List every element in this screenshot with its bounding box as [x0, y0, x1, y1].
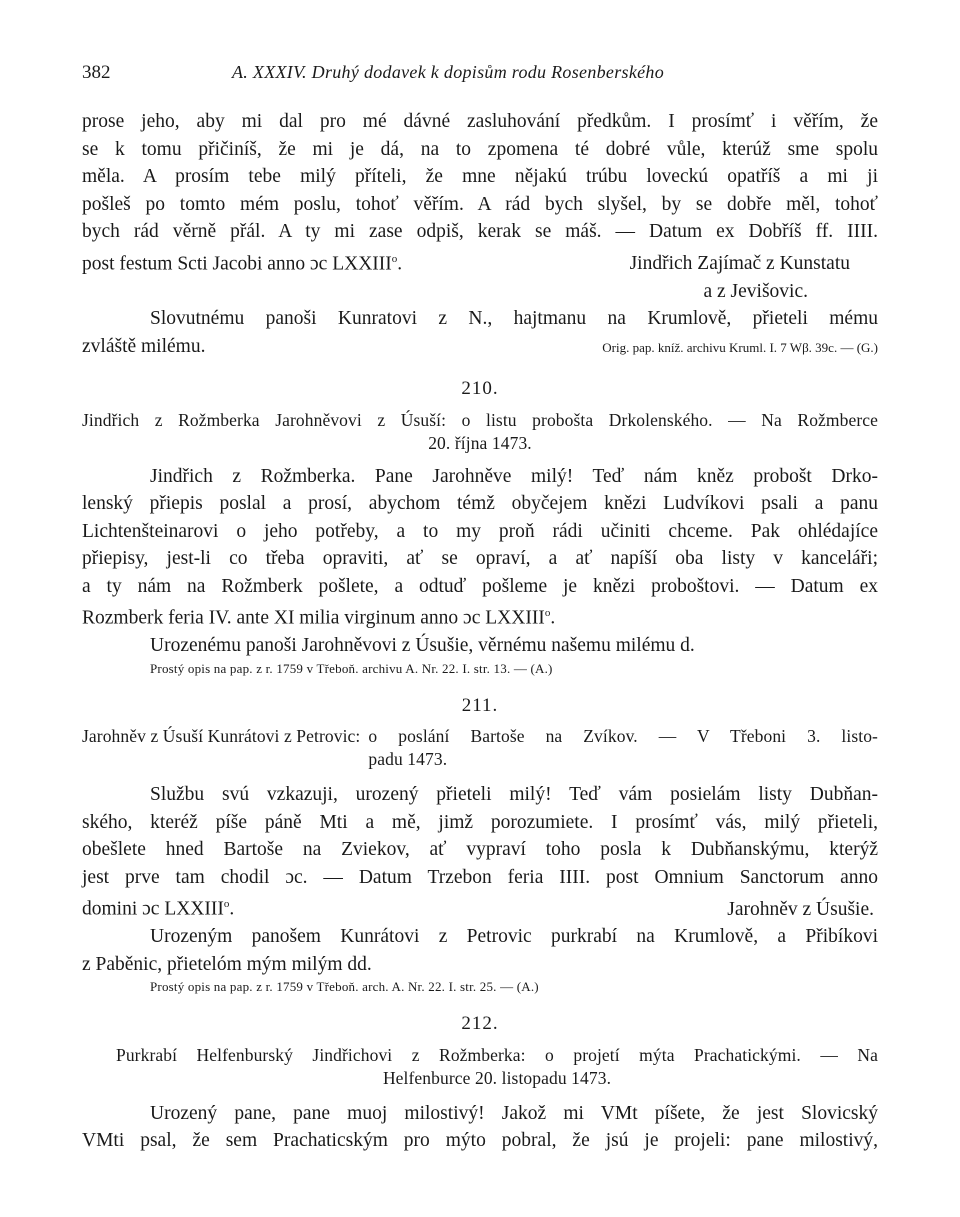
text-line: ského, kteréž píše páně Mti a mě, jimž porozumiete. I prosímť vás, milý přieteli,: [82, 811, 878, 833]
address-line: zvláště milému.: [82, 335, 206, 357]
regest-line: Helfenburce 20. listopadu 1473.: [382, 1067, 612, 1088]
dating-line: [82, 891, 878, 923]
regest-right: o poslání Bartoše na Zvíkov. — V Třeboni 3. listo- padu 1473.: [368, 726, 878, 769]
regest-left: Jarohněv z Úsuší Kunrátovi z Petrovic:: [82, 726, 361, 746]
document-number: 210.: [461, 378, 499, 399]
regest-line: Jindřich z Rožmberka Jarohněvovi z Úsuší: o listu probošta Drkolenského. — Na Rožmberce: [82, 409, 878, 430]
page-content: [82, 108, 878, 1155]
address-source-line: [82, 333, 878, 362]
text-line: Jindřich z Rožmberka. Pane Jarohněve milý! Teď nám kněz probošt Drko-: [150, 465, 878, 487]
text-line: bych rád věrně přál. A ty mi zase odpiš, kerak se máš. — Datum ex Dobříš ff. IIII.: [82, 221, 878, 242]
text-line: přiepisy, jest-li co třeba opraviti, ať se opraví, a ať napíší oba listy v kanceláři;: [82, 548, 878, 569]
regest-line: 20. října 1473.: [428, 432, 532, 453]
document-number: 212.: [461, 1013, 499, 1034]
text-line: VMti psal, že sem Prachaticským pro mýto pobral, že jsú je projeli: pane milostivý,: [82, 1130, 878, 1151]
source-note: Orig. pap. kníž. archivu Kruml. I. 7 Wβ. 39c. — (G.): [602, 339, 878, 355]
document-212: [82, 1010, 878, 1155]
dating-line: Rozmberk feria IV. ante XI milia virginum anno ɔc LXXIII$^o$.: [82, 607, 556, 629]
dating-line: [82, 246, 878, 278]
signature-continued: a z Jevišovic.: [703, 280, 808, 302]
address-line: Slovutnému panoši Kunratovi z N., hajtmanu na Krumlově, přieteli mému: [150, 308, 878, 329]
text-line: jest prve tam chodil ɔc. — Datum Trzebon feria IIII. post Omnium Sanctorum anno: [82, 866, 878, 888]
text-line: se k tomu přičiníš, že mi je dá, na to zpomena té dobré vůle, kterúž sme spolu: [82, 138, 878, 160]
regest: [82, 725, 878, 771]
document-210: [82, 375, 878, 678]
text-line: prose jeho, aby mi dal pro mé dávné zasluhování předkům. I prosímť i věřím, že: [82, 111, 878, 132]
text-line: Službu svú vzkazuji, urozený přieteli milý! Teď vám posielám listy Dubňan-: [150, 784, 878, 805]
text-line: měla. A prosím tebe milý příteli, že mne nějakú trúbu loveckú opatříš a mi ji: [82, 166, 878, 187]
text-line: pošleš po tomto mém poslu, tohoť věřím. A rád bych slyšel, by se dobře měl, tohoť: [82, 193, 878, 215]
signature: Jindřich Zajímač z Kunstatu: [629, 253, 850, 274]
address-line: Urozenému panoši Jarohněvovi z Úsušie, věrnému našemu milému d.: [150, 635, 695, 656]
text-line: a ty nám na Rožmberk pošlete, a odtuď pošleme je knězi proboštovi. — Datum ex: [82, 575, 878, 597]
document-211: [82, 692, 878, 997]
regest-line: Purkrabí Helfenburský Jindřichovi z Rožmberka: o projetí mýta Prachatickými. — Na: [116, 1044, 878, 1065]
text-line: obešlete hned Bartoše na Zviekov, ať vypraví toho posla k Dubňanskýmu, kterýž: [82, 839, 878, 860]
source-note: Prostý opis na pap. z r. 1759 v Třeboň. archivu A. Nr. 22. I. str. 13. — (A.): [150, 660, 553, 676]
dating-text: post festum Scti Jacobi anno ɔc LXXIII$^o$.: [82, 252, 403, 274]
regest: [82, 1044, 878, 1090]
regest: [82, 409, 878, 455]
document-number: 211.: [461, 694, 499, 716]
address-line: z Paběnic, přietelóm mým milým dd.: [82, 953, 372, 975]
address-line: Urozeným panošem Kunrátovi z Petrovic purkrabí na Krumlově, a Přibíkovi: [150, 926, 878, 947]
source-note: Prostý opis na pap. z r. 1759 v Třeboň. arch. A. Nr. 22. I. str. 25. — (A.): [150, 979, 539, 994]
letter-continuation: [82, 108, 878, 361]
text-line: Urozený pane, pane muoj milostivý! Jakož mi VMt píšete, že jest Slovicský: [150, 1102, 878, 1124]
signature: Jarohněv z Úsušie.: [727, 898, 874, 920]
page-header: [82, 62, 878, 88]
running-title: A. XXXIV. Druhý dodavek k dopisům rodu Rosenberského: [232, 62, 665, 82]
dating-text: domini ɔc LXXIII$^o$.: [82, 898, 235, 920]
text-line: lenský přiepis poslal a prosí, abychom témž obyčejem knězi Ludvíkovi psali a panu: [82, 493, 878, 514]
text-line: Lichtenšteinarovi o jeho potřeby, a to my proň rádi učiniti chceme. Pak ohlédajíce: [82, 520, 878, 542]
page-number: 382: [82, 62, 111, 83]
